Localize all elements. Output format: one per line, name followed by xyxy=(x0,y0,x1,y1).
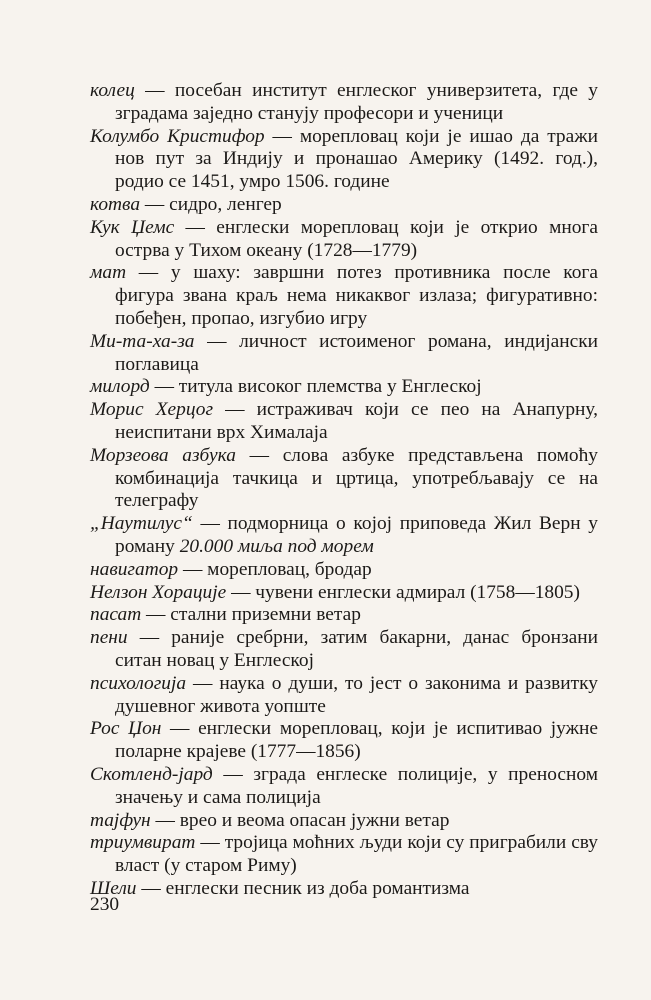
entry-definition: — тројица моћних људи који су приграбили сву власт (у старом Риму) xyxy=(115,832,598,877)
entry-term: милорд xyxy=(90,376,150,398)
entry-term: Нелзон Хорације xyxy=(90,581,227,603)
entry-definition: — слова азбуке представљена помоћу комбинација тачкица и цртица, употребљавају се на телеграфу xyxy=(115,444,598,512)
entry-definition: — енглески песник из доба романтизма xyxy=(136,877,470,899)
glossary-entry xyxy=(90,582,598,605)
book-title-reference: 20.000 миља под морем xyxy=(179,535,374,557)
glossary-entry xyxy=(90,673,598,719)
entry-term: пени xyxy=(90,627,128,649)
entry-definition: — чувени енглески адмирал (1758—1805) xyxy=(226,581,580,603)
entry-term: Шели xyxy=(90,877,137,899)
glossary-entry xyxy=(90,513,598,559)
entry-term: тајфун xyxy=(90,809,151,831)
glossary-entry xyxy=(90,445,598,513)
entry-term: котва xyxy=(90,193,141,215)
glossary-entry xyxy=(90,559,598,582)
entry-term: мат xyxy=(90,262,127,284)
glossary-entry xyxy=(90,217,598,263)
glossary-entry xyxy=(90,878,598,901)
glossary-entry xyxy=(90,399,598,445)
glossary-entry xyxy=(90,604,598,627)
entry-definition: — наука о души, то јест о законима и развитку душевног живота уопште xyxy=(115,672,598,717)
entry-definition: — титула високог племства у Енглеској xyxy=(149,376,482,398)
glossary-entry xyxy=(90,627,598,673)
entry-definition: — енглески морепловац, који је испитивао јужне поларне крајеве (1777—1856) xyxy=(115,718,598,763)
entry-term: Морис Херцог xyxy=(90,399,214,421)
entry-definition: — енглески морепловац који је открио многа острва у Тихом океану (1728—1779) xyxy=(115,216,598,261)
entry-definition: — морепловац, бродар xyxy=(178,558,372,580)
glossary-entry xyxy=(90,80,598,126)
entry-term: Рос Џон xyxy=(90,718,162,740)
entry-definition: — у шаху: завршни потез противника после кога фигура звана краљ нема никаквог излаза; фигуративно: побеђен, пропао, изгубио игру xyxy=(115,262,598,329)
entry-definition: — подморница о којој приповеда Жил Верн у роману xyxy=(115,513,598,557)
entry-term: Колумбо Кристифор xyxy=(90,125,265,147)
glossary-entry xyxy=(90,810,598,833)
entry-term: навигатор xyxy=(90,558,179,580)
entry-term: пасат xyxy=(90,604,142,626)
entry-term: колец xyxy=(90,80,135,101)
glossary-entry xyxy=(90,194,598,217)
glossary-entry xyxy=(90,376,598,399)
entry-definition: — истраживач који се пео на Анапурну, неиспитани врх Хималаја xyxy=(115,399,598,443)
entry-definition: — раније сребрни, затим бакарни, данас бронзани ситан новац у Енглеској xyxy=(115,627,598,671)
glossary-entry xyxy=(90,126,598,194)
entry-term: Ми-та-ха-за xyxy=(90,330,195,352)
glossary-entry xyxy=(90,331,598,377)
entry-definition: — морепловац који је ишао да тражи нов пут за Индију и пронашао Америку (1492. год.), родио се 1451, умро 1506. године xyxy=(115,125,599,193)
entry-definition: — стални приземни ветар xyxy=(141,604,361,626)
entry-term: триумвират xyxy=(90,832,196,854)
entry-definition: — врео и веома опасан јужни ветар xyxy=(150,809,450,831)
entry-term: Скотленд-јард xyxy=(90,763,213,785)
glossary-entry xyxy=(90,718,598,764)
entry-term: Морзеова азбука xyxy=(90,444,236,466)
entry-definition: — личност истоименог романа, индијански поглавица xyxy=(115,330,598,375)
entry-definition: — зграда енглеске полиције, у преносном значењу и сама полиција xyxy=(115,763,598,808)
entry-term: Кук Џемс xyxy=(90,216,175,238)
entry-term: психологија xyxy=(90,672,187,694)
entry-definition: — посебан институт енглеског универзитета, где у зградама заједно станују професори и ученици xyxy=(115,80,598,124)
entry-term: „Наутилус“ xyxy=(90,513,193,535)
glossary-list xyxy=(90,80,598,901)
entry-definition: — сидро, ленгер xyxy=(140,193,282,215)
glossary-entry xyxy=(90,764,598,810)
glossary-entry xyxy=(90,262,598,330)
page-number: 230 xyxy=(90,894,120,915)
glossary-entry xyxy=(90,832,598,878)
